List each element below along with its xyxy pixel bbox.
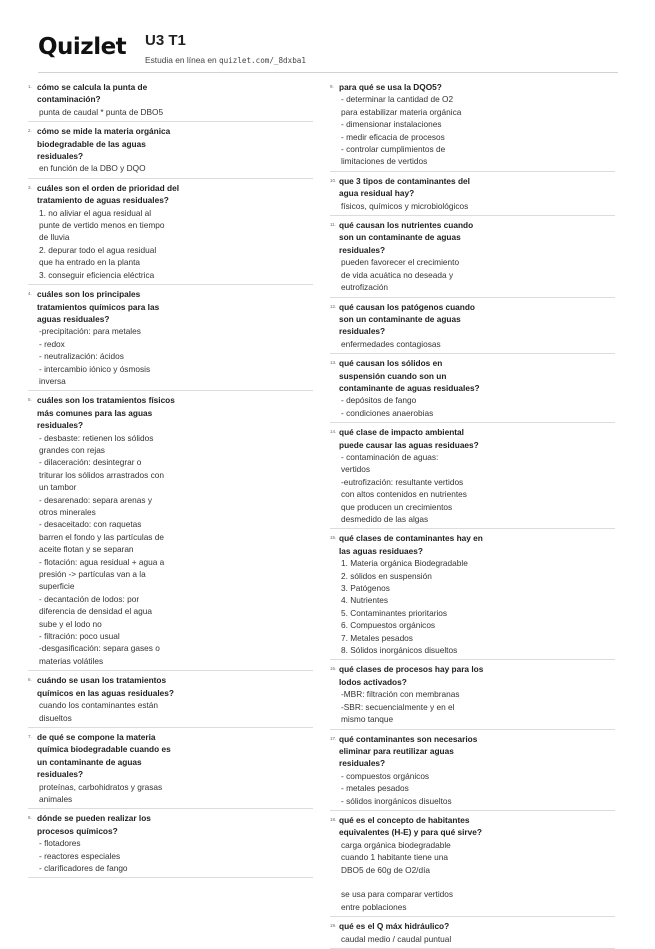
set-url-link[interactable]: quizlet.com/_8dxba1 (219, 56, 306, 65)
page-header (38, 30, 618, 70)
term-row (28, 728, 313, 809)
term-row (28, 122, 313, 179)
term-number: 15. (330, 535, 337, 541)
term-definition: -precipitación: para metales - redox - neutralización: ácidos - intercambio iónico y ósmosis inversa (39, 326, 151, 386)
term-row (330, 730, 615, 811)
term-definition: - depósitos de fango - condiciones anaerobias (341, 395, 434, 418)
term-number: 6. (28, 677, 32, 683)
term-definition: punta de caudal * punta de DBO5 (39, 106, 164, 117)
term-number: 7. (28, 733, 32, 739)
term-definition: 1. no aliviar el agua residual al punte de vertido menos en tiempo de lluvia 2. depurar todo el agua residual que ha entrado en la planta 3. conseguir eficiencia eléctrica (39, 207, 165, 280)
term-definition: caudal medio / caudal puntual (341, 933, 452, 944)
term-number: 1. (28, 84, 32, 89)
term-definition: carga orgánica biodegradable cuando 1 habitante tiene una DBO5 de 60g de O2/día se usa para comparar vertidos entre poblaciones (341, 839, 454, 912)
term-question: para qué se usa la DQO5? (339, 82, 442, 92)
terms-column-left (28, 78, 313, 878)
terms-column-right (330, 78, 615, 949)
term-question: cómo se calcula la punta de contaminación? (37, 82, 148, 105)
term-question: qué clases de contaminantes hay en las aguas residuaes? (339, 533, 483, 556)
term-row (28, 78, 313, 122)
term-question: qué causan los patógenos cuando son un contaminante de aguas residuales? (339, 301, 475, 337)
term-number: 16. (330, 666, 337, 672)
term-number: 8. (28, 815, 32, 821)
term-definition: - contaminación de aguas: vertidos -eutrofización: resultante vertidos con altos contenidos en nutrientes que producen un crecimientos desmedido de las algas (341, 451, 467, 524)
term-number: 17. (330, 735, 337, 741)
term-number: 13. (330, 360, 337, 366)
term-row (28, 285, 313, 391)
term-number: 14. (330, 429, 337, 435)
term-number: 10. (330, 177, 337, 183)
term-question: cuáles son los principales tratamientos químicos para las aguas residuales? (37, 289, 160, 324)
term-question: cuándo se usan los tratamientos químicos en las aguas residuales? (37, 675, 174, 698)
term-definition: 1. Materia orgánica Biodegradable 2. sólidos en suspensión 3. Patógenos 4. Nutrientes 5. Contaminantes prioritarios 6. Compuestos orgánicos 7. Metales pesados 8. Sólidos inorgánicos disueltos (341, 558, 468, 656)
subtitle-prefix: Estudia en línea en (145, 55, 220, 65)
term-definition: - desbaste: retienen los sólidos grandes con rejas - dilaceración: desintegrar o triturar los sólidos arrastrados con un tambor - desarenado: separa arenas y otros minerales - desaceitado: con raquetas barren el fondo y las partículas de aceite flotan y se separan - flotación: agua residual + agua a presión -> partículas van a la superficie - decantación de lodos: por diferencia de densidad el agua sube y el lodo no - filtración: poco usual -desgasificación: separa gases o materias volátiles (39, 432, 165, 666)
term-row (330, 917, 615, 949)
term-number: 4. (28, 291, 32, 297)
term-row (330, 660, 615, 729)
term-definition: físicos, químicos y microbiológicos (341, 200, 469, 211)
term-number: 18. (330, 816, 337, 822)
term-row (28, 179, 313, 285)
term-number: 9. (330, 84, 334, 89)
term-definition: - flotadores - reactores especiales - clarificadores de fango (39, 838, 128, 873)
term-question: qué causan los nutrientes cuando son un contaminante de aguas residuales? (339, 220, 474, 255)
term-row (330, 423, 615, 529)
term-definition: - determinar la cantidad de O2 para estabilizar materia orgánica - dimensionar instalaciones - medir eficacia de procesos - controlar cumplimientos de limitaciones de vertidos (341, 94, 462, 167)
term-number: 19. (330, 923, 337, 929)
term-question: cómo se mide la materia orgánica biodegradable de las aguas residuales? (37, 126, 171, 162)
term-definition: proteínas, carbohidratos y grasas animales (39, 781, 163, 804)
term-row (330, 811, 615, 917)
term-question: dónde se pueden realizar los procesos químicos? (37, 813, 151, 836)
term-number: 3. (28, 184, 32, 190)
term-row (330, 172, 615, 216)
term-definition: -MBR: filtración con membranas -SBR: secuencialmente y en el mismo tanque (341, 689, 460, 725)
term-question: de qué se compone la materia química biodegradable cuando es un contaminante de aguas residuales? (37, 731, 171, 780)
term-number: 2. (28, 128, 32, 134)
term-definition: - compuestos orgánicos - metales pesados - sólidos inorgánicos disueltos (341, 770, 452, 806)
term-definition: cuando los contaminantes están disueltos (39, 700, 159, 723)
term-question: qué causan los sólidos en suspensión cuando son un contaminante de aguas residuales? (339, 358, 480, 393)
term-row (330, 216, 615, 297)
quizlet-logo[interactable]: Quizlet (38, 34, 127, 60)
term-row (28, 809, 313, 878)
term-question: qué es el Q máx hidráulico? (339, 921, 450, 932)
term-question: que 3 tipos de contaminantes del agua residual hay? (339, 175, 470, 199)
term-number: 11. (330, 222, 336, 228)
term-question: cuáles son los tratamientos físicos más comunes para las aguas residuales? (37, 395, 175, 431)
term-definition: en función de la DBO y DQO (39, 163, 146, 174)
term-question: qué clases de procesos hay para los lodos activados? (339, 664, 484, 687)
term-definition: enfermedades contagiosas (341, 338, 441, 349)
term-question: qué contaminantes son necesarios eliminar para reutilizar aguas residuales? (339, 733, 478, 769)
term-number: 5. (28, 397, 32, 403)
set-title: U3 T1 (145, 32, 186, 49)
term-number: 12. (330, 303, 337, 309)
term-row (330, 78, 615, 172)
term-row (330, 298, 615, 355)
term-question: qué es el concepto de habitantes equivalentes (H-E) y para qué sirve? (339, 814, 482, 838)
term-question: qué clase de impacto ambiental puede causar las aguas residuaes? (339, 427, 479, 450)
term-question: cuáles son el orden de prioridad del tratamiento de aguas residuales? (37, 182, 180, 206)
term-definition: pueden favorecer el crecimiento de vida acuática no deseada y eutrofización (341, 257, 460, 293)
term-row (28, 391, 313, 671)
study-online-text (145, 55, 306, 65)
term-row (330, 529, 615, 660)
term-row (330, 354, 615, 423)
header-divider (38, 72, 618, 73)
term-row (28, 671, 313, 728)
